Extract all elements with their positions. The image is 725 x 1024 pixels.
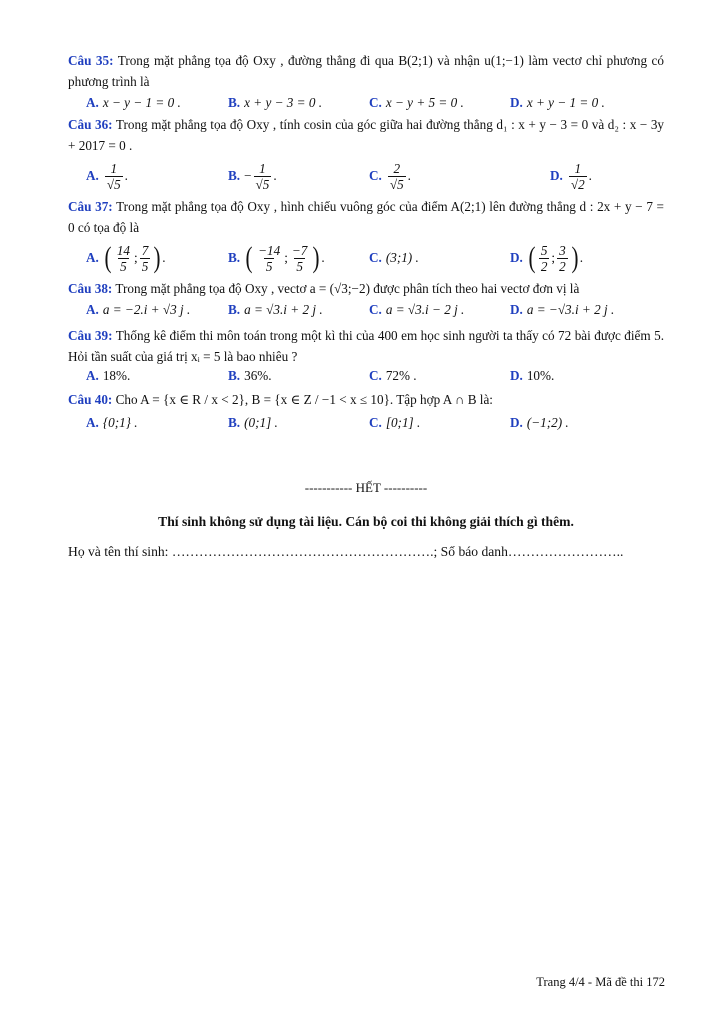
fraction: $\frac{-14}{5}$ bbox=[258, 242, 281, 274]
question-39 bbox=[68, 325, 664, 367]
fraction: $\frac{1}{√5}$ bbox=[106, 160, 121, 192]
question-37 bbox=[68, 196, 664, 238]
question-label: Câu 40: bbox=[68, 392, 113, 407]
fraction: $\frac{-7}{5}$ bbox=[291, 242, 308, 274]
option-c[interactable]: C. 72% . bbox=[369, 368, 417, 383]
question-text: Cho A = {x ∈ R / x < 2}, B = {x ∈ Z / −1 < x ≤ 10}. Tập hợp A ∩ B là: bbox=[115, 392, 493, 407]
option-b[interactable]: B. ( $\frac{-14}{5}$ ; $\frac{-7}{5}$ ) . bbox=[228, 241, 325, 274]
option-b[interactable]: B. x + y − 3 = 0 . bbox=[228, 95, 323, 110]
question-label: Câu 37: bbox=[68, 199, 113, 214]
options-35 bbox=[68, 92, 664, 114]
question-label: Câu 36: bbox=[68, 117, 113, 132]
page-footer: Trang 4/4 - Mã đề thi 172 bbox=[536, 975, 665, 989]
option-b[interactable]: B. a = √3.i + 2 j . bbox=[228, 302, 323, 317]
options-40 bbox=[68, 410, 664, 436]
fraction: $\frac{1}{√2}$ bbox=[570, 160, 585, 192]
options-38 bbox=[68, 299, 664, 321]
option-d[interactable]: D. a = −√3.i + 2 j . bbox=[510, 302, 615, 317]
option-c[interactable]: C. a = √3.i − 2 j . bbox=[369, 302, 465, 317]
fraction: $\frac{3}{2}$ bbox=[559, 242, 566, 274]
question-text: Trong mặt phẳng tọa độ Oxy , vectơ a = (√3;−2) được phân tích theo hai vectơ đơn vị là bbox=[115, 281, 580, 296]
question-text: Thống kê điểm thi môn toán trong một kì thi của 400 em học sinh người ta thấy có 72 bài được điểm 5. Hỏi tần suất của giá trị xᵢ = 5 là bao nhiêu ? bbox=[68, 328, 665, 364]
option-b[interactable]: B. (0;1] . bbox=[228, 415, 278, 430]
option-a[interactable]: A. ( $\frac{14}{5}$ ; $\frac{7}{5}$ ) . bbox=[86, 241, 166, 274]
exam-note: Thí sinh không sử dụng tài liệu. Cán bộ coi thi không giải thích gì thêm. bbox=[158, 514, 574, 529]
question-38 bbox=[68, 278, 664, 299]
end-marker: ----------- HẾT ---------- bbox=[304, 480, 428, 495]
fraction: $\frac{2}{√5}$ bbox=[389, 160, 404, 192]
option-a[interactable]: A. $\frac{1}{√5}$ . bbox=[86, 160, 128, 192]
option-b[interactable]: B. 36%. bbox=[228, 368, 272, 383]
option-d[interactable]: D. ( $\frac{5}{2}$ ; $\frac{3}{2}$ ) . bbox=[510, 241, 583, 274]
options-36 bbox=[68, 156, 664, 196]
fraction: $\frac{5}{2}$ bbox=[540, 242, 548, 274]
option-c[interactable]: C. x − y + 5 = 0 . bbox=[369, 95, 464, 110]
fraction: $\frac{1}{√5}$ bbox=[255, 160, 270, 192]
option-d[interactable]: D. $\frac{1}{√2}$ . bbox=[550, 160, 592, 192]
option-c[interactable]: C. $\frac{2}{√5}$ . bbox=[369, 160, 411, 192]
exam-page bbox=[68, 50, 664, 560]
question-label: Câu 35: bbox=[68, 53, 114, 68]
option-a[interactable]: A. a = −2.i + √3 j . bbox=[86, 302, 191, 317]
option-c[interactable]: C. [0;1] . bbox=[369, 415, 421, 430]
option-a[interactable]: A. {0;1} . bbox=[86, 415, 138, 430]
question-35 bbox=[68, 50, 664, 92]
options-37 bbox=[68, 238, 664, 278]
option-c[interactable]: C. (3;1) . bbox=[369, 250, 419, 265]
candidate-info-line: Họ và tên thí sinh: ………………………………………………….; Số báo danh…………………….. bbox=[68, 544, 624, 559]
question-label: Câu 38: bbox=[68, 281, 113, 296]
question-40 bbox=[68, 389, 664, 410]
option-d[interactable]: D. 10%. bbox=[510, 368, 555, 383]
option-a[interactable]: A. 18%. bbox=[86, 368, 131, 383]
question-text: Trong mặt phẳng tọa độ Oxy , đường thẳng đi qua B(2;1) và nhận u(1;−1) làm vectơ chỉ phương có phương trình là bbox=[68, 53, 665, 89]
question-text: Trong mặt phẳng tọa độ Oxy , hình chiếu vuông góc của điểm A(2;1) lên đường thẳng d : 2x + y − 7 = 0 có tọa độ là bbox=[68, 199, 664, 235]
question-36 bbox=[68, 114, 664, 156]
option-d[interactable]: D. (−1;2) . bbox=[510, 415, 569, 430]
option-a[interactable]: A. x − y − 1 = 0 . bbox=[86, 95, 181, 110]
option-d[interactable]: D. x + y − 1 = 0 . bbox=[510, 95, 605, 110]
question-text: Trong mặt phẳng tọa độ Oxy , tính cosin của góc giữa hai đường thẳng d₁ : x + y − 3 = 0 và d₂ : x − 3y + 2017 = 0 . bbox=[68, 117, 665, 153]
options-39 bbox=[68, 367, 664, 385]
option-b[interactable]: B. − $\frac{1}{√5}$ . bbox=[228, 160, 277, 192]
question-label: Câu 39: bbox=[68, 328, 113, 343]
fraction: $\frac{14}{5}$ bbox=[116, 242, 131, 274]
fraction: $\frac{7}{5}$ bbox=[141, 242, 149, 274]
